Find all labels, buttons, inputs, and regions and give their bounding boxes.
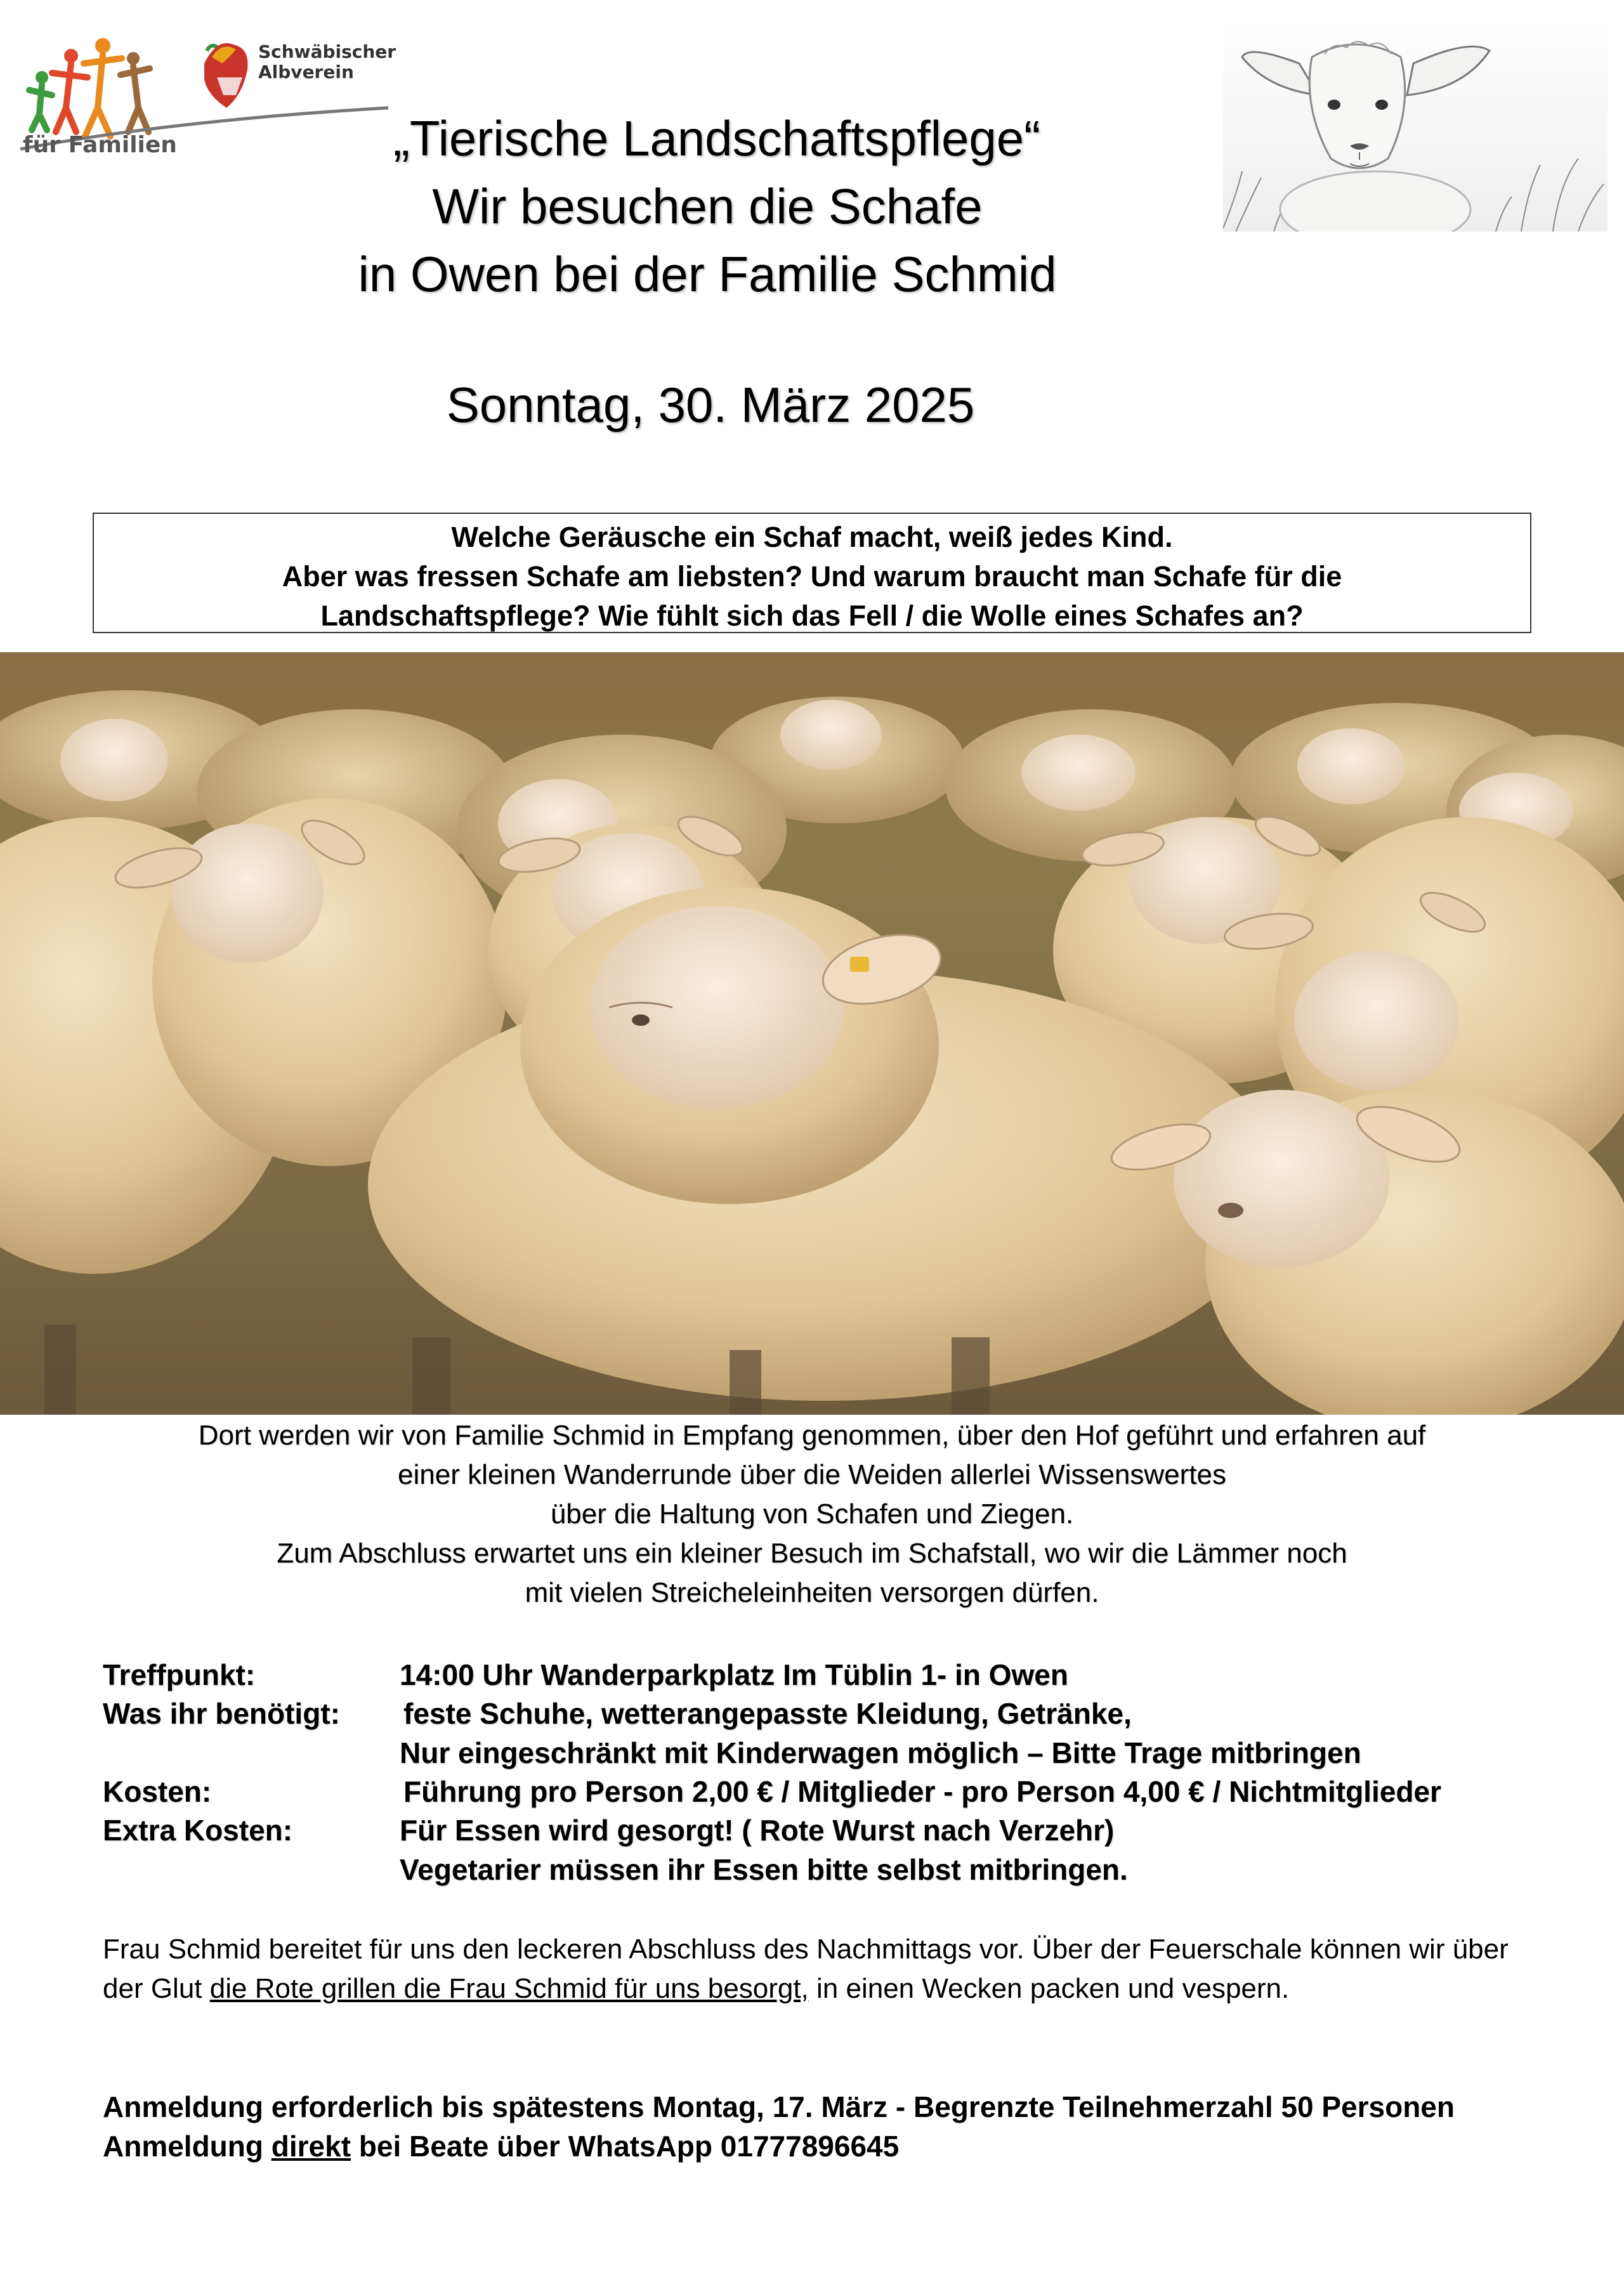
- notes-paragraph: [103, 1930, 1524, 2009]
- needs-value-1: feste Schuhe, wetterangepasste Kleidung, Getränke,: [403, 1697, 1132, 1730]
- extra-cost-value-2: Vegetarier müssen ihr Essen bitte selbst mitbringen.: [400, 1853, 1128, 1886]
- needs-value-2: Nur eingeschränkt mit Kinderwagen möglich – Bitte Trage mitbringen: [400, 1736, 1361, 1769]
- albverein-name: Schwäbischer Albverein: [258, 41, 396, 82]
- description-line-5: mit vielen Streicheleinheiten versorgen dürfen.: [525, 1577, 1099, 1608]
- needs-label: Was ihr benötigt:: [103, 1697, 340, 1730]
- event-date: Sonntag, 30. März 2025: [446, 377, 975, 433]
- registration-line-2: Anmeldung direkt bei Beate über WhatsApp 01777896645: [103, 2130, 900, 2163]
- notes-text-1: Frau Schmid bereitet für uns den leckeren Abschluss des Nachmittags vor. Über der Feuerschale können wir über der Glut: [103, 1934, 1509, 2004]
- registration-direct-text: direkt: [271, 2130, 351, 2163]
- question-box: [93, 513, 1531, 633]
- cost-value: Führung pro Person 2,00 € / Mitglieder - pro Person 4,00 € / Nichtmitglieder: [403, 1775, 1441, 1808]
- family-logo-caption: für Familien: [23, 132, 177, 158]
- registration-whatsapp-text: bei Beate über WhatsApp 01777896645: [351, 2130, 900, 2163]
- title-line-3: in Owen bei der Familie Schmid: [358, 246, 1057, 302]
- registration: [103, 2087, 1562, 2166]
- question-line-2: Aber was fressen Schafe am liebsten? Und warum braucht man Schafe für die: [282, 560, 1342, 593]
- description-line-4: Zum Abschluss erwartet uns ein kleiner Besuch im Schafstall, wo wir die Lämmer noch: [277, 1538, 1347, 1569]
- title-line-1: „Tierische Landschaftspflege“: [393, 110, 1041, 166]
- description-line-3: über die Haltung von Schafen und Ziegen.: [550, 1498, 1074, 1530]
- extra-cost-value-1: Für Essen wird gesorgt! ( Rote Wurst nach Verzehr): [400, 1814, 1115, 1847]
- notes-underlined-text: die Rote grillen die Frau Schmid für uns besorgt,: [209, 1973, 809, 2004]
- extra-cost-label: Extra Kosten:: [103, 1814, 293, 1847]
- question-line-1: Welche Geräusche ein Schaf macht, weiß jedes Kind.: [451, 521, 1173, 553]
- meeting-label: Treffpunkt:: [103, 1658, 256, 1691]
- registration-line-1: Anmeldung erforderlich bis spätestens Montag, 17. März - Begrenzte Teilnehmerzahl 50 Personen: [103, 2090, 1455, 2123]
- notes-text-2: in einen Wecken packen und vespern.: [808, 1973, 1290, 2004]
- cost-label: Kosten:: [103, 1775, 212, 1808]
- albverein-badge-icon: [204, 43, 248, 108]
- title-line-2: Wir besuchen die Schafe: [432, 178, 983, 234]
- description-line-2: einer kleinen Wanderrunde über die Weiden allerlei Wissenswertes: [398, 1459, 1226, 1490]
- description: [0, 1416, 1624, 1613]
- description-line-1: Dort werden wir von Familie Schmid in Empfang genommen, über den Hof geführt und erfahren auf: [198, 1420, 1426, 1451]
- meeting-value: 14:00 Uhr Wanderparkplatz Im Tüblin 1- in Owen: [400, 1658, 1068, 1691]
- sheep-photo: [0, 652, 1624, 1415]
- question-line-3: Landschaftspflege? Wie fühlt sich das Fell / die Wolle eines Schafes an?: [320, 600, 1304, 632]
